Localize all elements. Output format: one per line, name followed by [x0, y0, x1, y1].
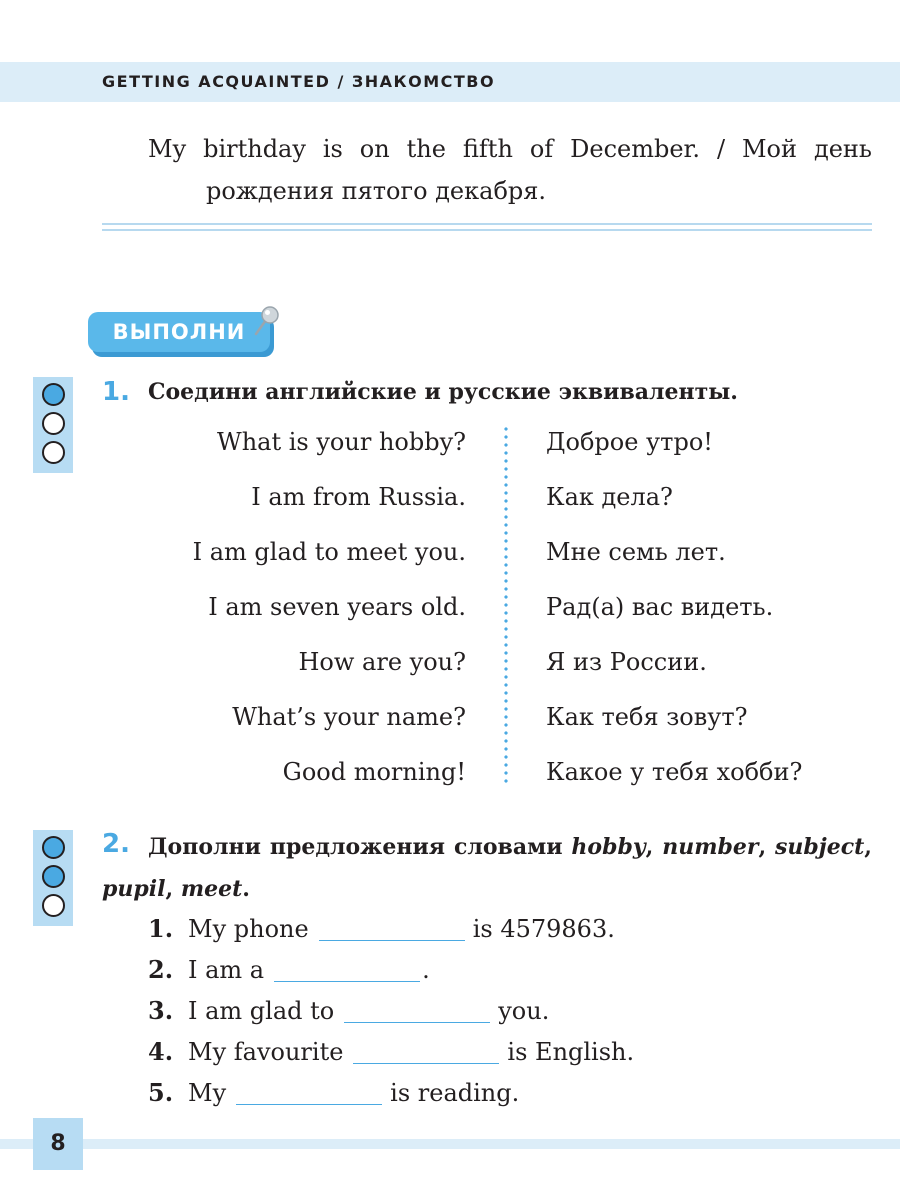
- sentence-after: .: [422, 956, 430, 984]
- word-option: number: [662, 834, 759, 860]
- difficulty-dot: [42, 441, 65, 464]
- english-phrase[interactable]: I am seven years old.: [208, 593, 466, 621]
- english-phrase[interactable]: How are you?: [298, 648, 466, 676]
- answer-blank[interactable]: [236, 1079, 382, 1105]
- sentence-number: 5.: [148, 1078, 174, 1107]
- word-option: pupil: [102, 876, 166, 902]
- sentence-before: I am a: [188, 956, 265, 984]
- russian-phrase[interactable]: Как тебя зовут?: [546, 703, 748, 731]
- russian-phrase[interactable]: Доброе утро!: [546, 428, 713, 456]
- sentence-before: My favourite: [188, 1038, 344, 1066]
- page-number-box: [33, 1118, 83, 1170]
- sentence-item: [148, 1072, 848, 1113]
- russian-phrase[interactable]: Мне семь лет.: [546, 538, 726, 566]
- difficulty-dot-filled: [42, 836, 65, 859]
- word-option: meet: [180, 876, 243, 902]
- english-phrase[interactable]: Good morning!: [282, 758, 466, 786]
- badge-label: ВЫПОЛНИ: [112, 320, 246, 344]
- instruction-prefix: Дополни предложения словами: [148, 834, 563, 860]
- word-option: subject: [775, 834, 865, 860]
- english-phrase[interactable]: What’s your name?: [232, 703, 466, 731]
- pushpin-icon: [250, 304, 282, 338]
- difficulty-indicator: [33, 377, 73, 473]
- sentence-number: 4.: [148, 1037, 174, 1066]
- fill-in-sentences: [148, 908, 848, 1113]
- difficulty-dot: [42, 894, 65, 917]
- sentence-item: [148, 908, 848, 949]
- sentence-number: 1.: [148, 914, 174, 943]
- divider-line: [102, 223, 872, 225]
- russian-phrase[interactable]: Рад(а) вас видеть.: [546, 593, 774, 621]
- sentence-after: is 4579863.: [472, 915, 615, 943]
- russian-phrase[interactable]: Я из России.: [546, 648, 707, 676]
- difficulty-dot-filled: [42, 383, 65, 406]
- sentence-before: My phone: [188, 915, 309, 943]
- russian-phrase[interactable]: Какое у тебя хобби?: [546, 758, 803, 786]
- task-number: 2.: [102, 829, 130, 859]
- sentence-item: [148, 990, 848, 1031]
- sentence-number: 2.: [148, 955, 174, 984]
- sentence-before: My: [188, 1079, 227, 1107]
- sentence-item: [148, 1031, 848, 1072]
- page-number: 8: [50, 1131, 66, 1156]
- section-title: GETTING ACQUAINTED / ЗНАКОМСТВО: [102, 72, 496, 91]
- english-phrases: [110, 420, 466, 805]
- answer-blank[interactable]: [274, 956, 420, 982]
- answer-blank[interactable]: [319, 915, 465, 941]
- russian-phrases: [546, 420, 866, 805]
- english-phrase[interactable]: I am glad to meet you.: [192, 538, 466, 566]
- answer-blank[interactable]: [344, 997, 490, 1023]
- task-number: 1.: [102, 377, 130, 407]
- task-instruction: Соедини английские и русские эквиваленты.: [148, 379, 738, 405]
- sentence-number: 3.: [148, 996, 174, 1025]
- divider-line: [102, 229, 872, 231]
- dotted-separator: [504, 425, 508, 783]
- sentence-before: I am glad to: [188, 997, 335, 1025]
- footer-band: [0, 1139, 900, 1149]
- do-it-badge: [88, 312, 270, 352]
- answer-blank[interactable]: [353, 1038, 499, 1064]
- sentence-item: [148, 949, 848, 990]
- example-sentence: My birthday is on the fifth of December. / Мой день рождения пятого декабря.: [148, 135, 872, 205]
- english-phrase[interactable]: What is your hobby?: [217, 428, 466, 456]
- sentence-after: you.: [498, 997, 550, 1025]
- difficulty-dot-filled: [42, 865, 65, 888]
- task-instruction: Дополни предложения словами hobby, number, subject, pupil, meet.: [102, 834, 872, 902]
- english-phrase[interactable]: I am from Russia.: [251, 483, 466, 511]
- difficulty-dot: [42, 412, 65, 435]
- sentence-after: is English.: [507, 1038, 635, 1066]
- russian-phrase[interactable]: Как дела?: [546, 483, 673, 511]
- sentence-after: is reading.: [390, 1079, 520, 1107]
- difficulty-indicator: [33, 830, 73, 926]
- word-option: hobby: [571, 834, 646, 860]
